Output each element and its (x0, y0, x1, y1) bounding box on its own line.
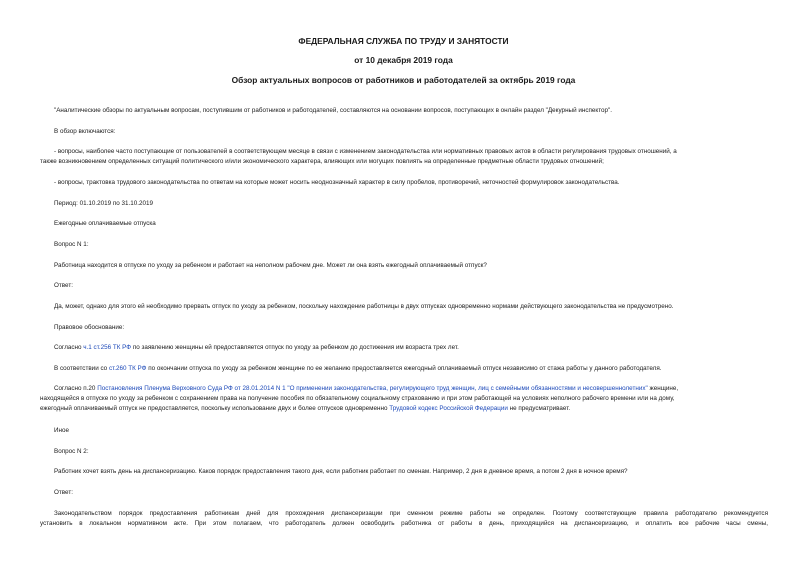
legal-3-post: женщине, (647, 385, 679, 392)
bullet-1-line-1: - вопросы, наиболее часто поступающие от пользователей в соответствующем месяце в связи с изменением законодательства или нормативных правовых актов в области регулирования трудовых отношений, а (54, 148, 677, 155)
legal-2-post: по окончании отпуска по уходу за ребенком женщине по ее желанию предоставляется ежегодный оплачиваемый отпуск независимо от стажа работы у данного работодателя. (146, 365, 662, 372)
bullet-2: - вопросы, трактовка трудового законодательства по ответам на которые может носить неоднозначный характер в силу пробелов, противоречий, неточностей формулировок законодательства. (54, 179, 620, 186)
link-labor-code[interactable]: Трудовой кодекс Российской Федерации (389, 405, 508, 412)
document-date: от 10 декабря 2019 года (354, 55, 453, 65)
question-2-text: Работник хочет взять день на диспансеризацию. Каков порядок предоставления такого дня, если работник работает по сменам. Например, 2 дня в дневное время, а потом 2 дня в ночное время? (54, 468, 628, 475)
answer-2-line-1: Законодательством порядок предоставления работникам дней для прохождения диспансеризации при сменном режиме работы не определен. Поэтому соответствующие правила работодателю рекомендуется (54, 510, 768, 517)
question-2-label: Вопрос N 2: (54, 448, 89, 455)
legal-paragraph-3-line-1 (54, 384, 678, 394)
legal-paragraph-3-line-3 (40, 404, 570, 414)
legal-paragraph-1 (54, 343, 459, 353)
legal-paragraph-3-line-2: находящейся в отпуске по уходу за ребенком с сохранением права на получение пособия по обязательному социальному страхованию и при этом работающей на условиях неполного рабочего времени или на дому, (40, 395, 675, 402)
answer-1-label: Ответ: (54, 282, 73, 289)
legal-paragraph-2 (54, 364, 662, 374)
answer-1-text: Да, может, однако для этого ей необходимо прервать отпуск по уходу за ребенком, поскольку нахождение работницы в двух отпусках одновременно нормами действующего законодательства не предусмотрено. (54, 303, 674, 310)
document-title: Обзор актуальных вопросов от работников и работодателей за октябрь 2019 года (231, 75, 576, 85)
link-tk-art-260[interactable]: ст.260 ТК РФ (108, 365, 147, 372)
legal-3-pre: Согласно п.20 (54, 385, 98, 392)
link-tk-art-256[interactable]: ч.1 ст.256 ТК РФ (83, 344, 132, 351)
answer-2-line-2: установить в локальном нормативном акте. При этом полагаем, что работодатель должен освободить работника от работы в день, приходящийся на диспансеризацию, и оплатить все рабочие часы смены, (40, 520, 768, 527)
legal-basis-label: Правовое обоснование: (54, 324, 125, 331)
legal-1-pre: Согласно (54, 344, 84, 351)
answer-2-label: Ответ: (54, 489, 73, 496)
period-text: Период: 01.10.2019 по 31.10.2019 (54, 200, 154, 207)
legal-1-post: по заявлению женщины ей предоставляется отпуск по уходу за ребенком до достижения им возраста трех лет. (131, 344, 459, 351)
agency-heading: ФЕДЕРАЛЬНАЯ СЛУЖБА ПО ТРУДУ И ЗАНЯТОСТИ (298, 36, 509, 46)
legal-3-line-3-post: не предусматривает. (507, 405, 571, 412)
includes-label: В обзор включаются: (54, 128, 116, 135)
question-1-label: Вопрос N 1: (54, 241, 89, 248)
legal-2-pre: В соответствии со (54, 365, 109, 372)
section-heading-other: Иное (54, 427, 70, 434)
legal-3-line-3-pre: ежегодный оплачиваемый отпуск не предоставляется, поскольку использование двух и более отпусков одновременно (40, 405, 390, 412)
link-supreme-court-resolution[interactable]: Постановления Пленума Верховного Суда РФ от 28.01.2014 N 1 "О применении законодательства, регулирующего труд женщин, лиц с семейными обязанностями и несовершеннолетних" (97, 385, 648, 392)
question-1-text: Работница находится в отпуске по уходу за ребенком и работает на неполном рабочем дне. Может ли она взять ежегодный оплачиваемый отпуск? (54, 262, 487, 269)
bullet-1-line-2: также возникновением определенных ситуаций политического и/или экономического характера, влияющих или могущих повлиять на определенные предметные области трудовых отношений; (40, 158, 604, 165)
section-heading-annual-leave: Ежегодные оплачиваемые отпуска (54, 220, 156, 227)
intro-paragraph: "Аналитические обзоры по актуальным вопросам, поступившим от работников и работодателей, составляются на основании вопросов, поступающих в онлайн раздел "Декурный инспектор". (54, 107, 613, 114)
